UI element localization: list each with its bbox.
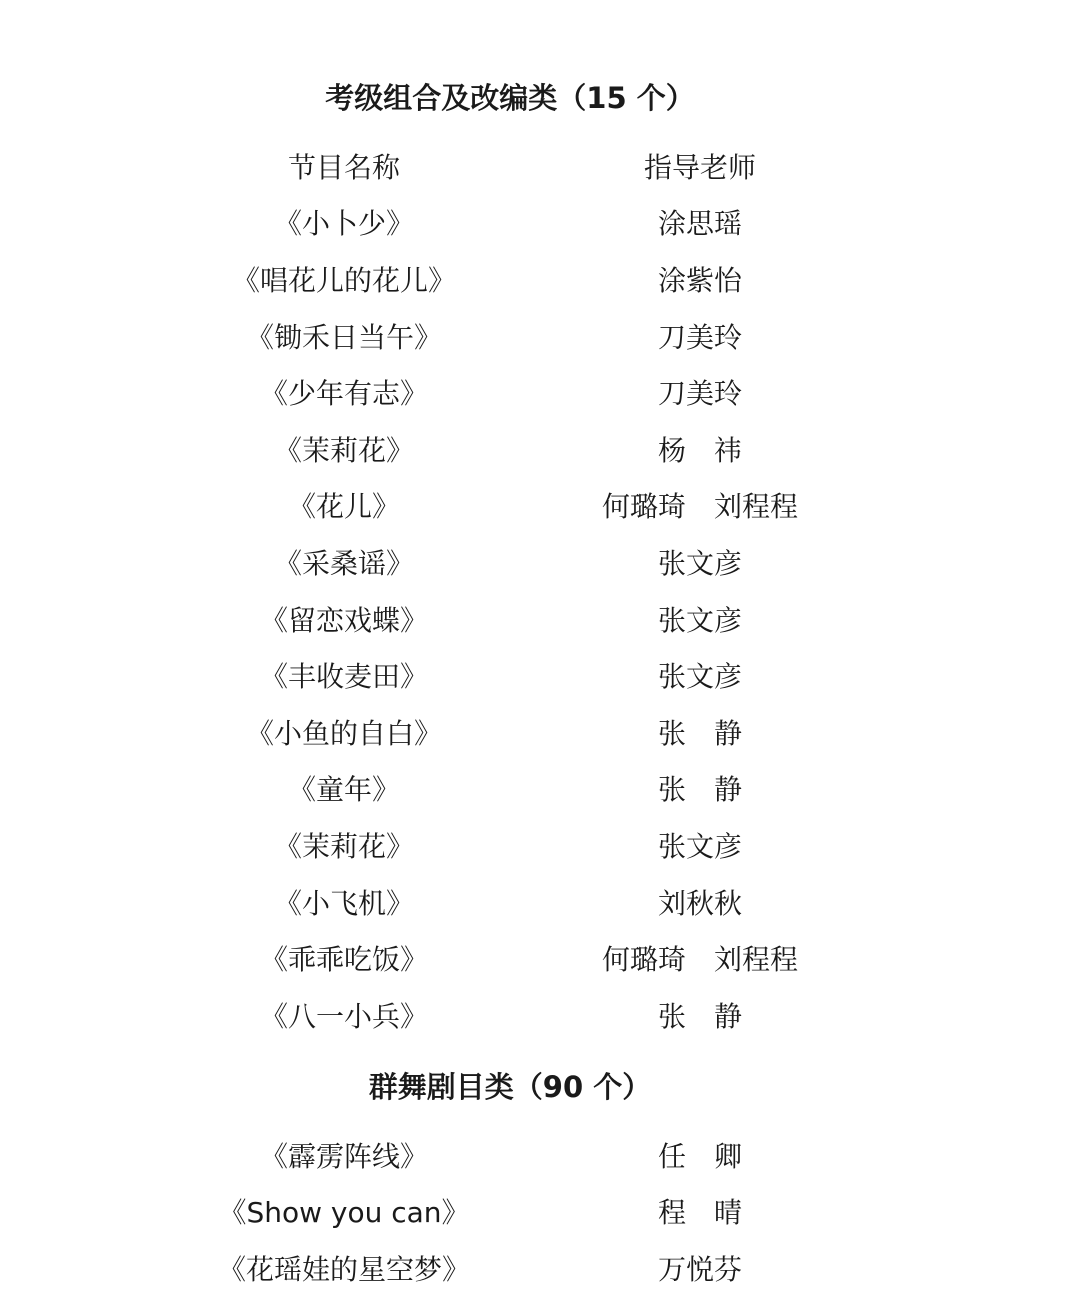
teacher-name: 万悦芬 xyxy=(657,1253,742,1286)
table-header xyxy=(0,146,1080,190)
teacher-name: 张文彦 xyxy=(657,660,742,693)
program-title: 《乖乖吃饭》 xyxy=(259,943,428,976)
teacher-name: 刀美玲 xyxy=(657,321,742,354)
table-row xyxy=(0,202,1080,246)
teacher-name: 何璐琦 刘程程 xyxy=(601,490,798,523)
section-title-group-dance: 群舞剧目类（90 个） xyxy=(368,1070,652,1104)
table-row xyxy=(0,938,1080,982)
program-title: 《小鱼的自白》 xyxy=(245,717,442,750)
program-title: 《花儿》 xyxy=(287,490,400,523)
table-row xyxy=(0,825,1080,869)
column-header-program-name: 节目名称 xyxy=(287,151,400,184)
program-title: 《采桑谣》 xyxy=(273,547,414,580)
table-row xyxy=(0,372,1080,416)
table-row xyxy=(0,995,1080,1039)
teacher-name: 杨 祎 xyxy=(657,434,742,467)
program-title: 《锄禾日当午》 xyxy=(245,321,442,354)
section-title-grading: 考级组合及改编类（15 个） xyxy=(325,81,695,115)
teacher-name: 涂紫怡 xyxy=(657,264,742,297)
table-row xyxy=(0,429,1080,473)
teacher-name: 何璐琦 刘程程 xyxy=(601,943,798,976)
program-title: 《留恋戏蝶》 xyxy=(259,604,428,637)
program-title: 《Show you can》 xyxy=(218,1196,470,1229)
table-row xyxy=(0,1135,1080,1179)
program-title: 《八一小兵》 xyxy=(259,1000,428,1033)
table-row xyxy=(0,599,1080,643)
table-row xyxy=(0,712,1080,756)
teacher-name: 刘秋秋 xyxy=(657,887,742,920)
program-title: 《少年有志》 xyxy=(259,377,428,410)
table-row xyxy=(0,485,1080,529)
teacher-name: 张文彦 xyxy=(657,830,742,863)
teacher-name: 张 静 xyxy=(657,1000,742,1033)
program-title: 《小飞机》 xyxy=(273,887,414,920)
table-row xyxy=(0,655,1080,699)
program-title: 《小卜少》 xyxy=(273,207,414,240)
table-row xyxy=(0,542,1080,586)
table-row xyxy=(0,259,1080,303)
teacher-name: 张文彦 xyxy=(657,604,742,637)
program-title: 《霹雳阵线》 xyxy=(259,1140,428,1173)
program-title: 《茉莉花》 xyxy=(273,830,414,863)
table-row xyxy=(0,882,1080,926)
table-row xyxy=(0,1191,1080,1235)
program-title: 《唱花儿的花儿》 xyxy=(231,264,456,297)
program-title: 《花瑶娃的星空梦》 xyxy=(217,1253,470,1286)
table-row xyxy=(0,768,1080,812)
program-title: 《童年》 xyxy=(287,773,400,806)
teacher-name: 张 静 xyxy=(657,773,742,806)
teacher-name: 张文彦 xyxy=(657,547,742,580)
column-header-teacher: 指导老师 xyxy=(643,151,756,184)
teacher-name: 刀美玲 xyxy=(657,377,742,410)
teacher-name: 任 卿 xyxy=(657,1140,742,1173)
teacher-name: 程 晴 xyxy=(657,1196,742,1229)
teacher-name: 涂思瑶 xyxy=(657,207,742,240)
teacher-name: 张 静 xyxy=(657,717,742,750)
program-title: 《丰收麦田》 xyxy=(259,660,428,693)
table-row xyxy=(0,1248,1080,1292)
table-row xyxy=(0,316,1080,360)
program-title: 《茉莉花》 xyxy=(273,434,414,467)
